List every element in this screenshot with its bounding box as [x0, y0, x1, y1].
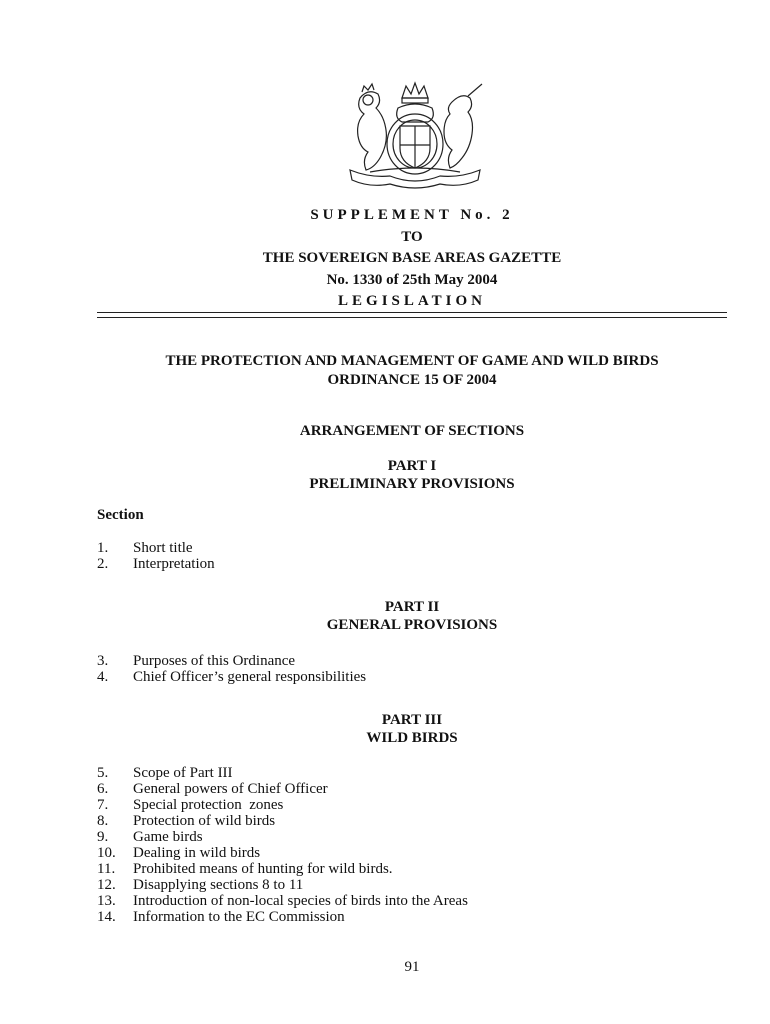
section-number: 2.: [97, 556, 109, 572]
supplement-heading: SUPPLEMENT No. 2: [310, 207, 514, 223]
ordinance-title-line1: THE PROTECTION AND MANAGEMENT OF GAME AND WILD BIRDS: [165, 353, 659, 369]
list-item: [97, 877, 468, 893]
to-heading: TO: [401, 228, 423, 245]
section-number: 9.: [97, 829, 109, 845]
list-item: [97, 861, 468, 877]
section-number: 6.: [97, 781, 109, 797]
section-column-label: Section: [97, 507, 144, 523]
section-number: 13.: [97, 893, 116, 909]
gazette-issue: No. 1330 of 25th May 2004: [326, 271, 498, 288]
gazette-title: THE SOVEREIGN BASE AREAS GAZETTE: [262, 250, 562, 266]
list-item: [97, 781, 468, 797]
section-number: 11.: [97, 861, 116, 877]
section-number: 5.: [97, 765, 109, 781]
royal-coat-of-arms-icon: [340, 78, 490, 192]
part-number: PART II: [384, 599, 440, 615]
section-title: Short title: [133, 540, 193, 556]
section-title: Introduction of non-local species of birds into the Areas: [133, 893, 468, 909]
section-number: 12.: [97, 877, 116, 893]
section-number: 3.: [97, 653, 109, 669]
ordinance-title: [97, 352, 727, 390]
section-title: Dealing in wild birds: [133, 845, 261, 861]
list-item: [97, 813, 468, 829]
section-number: 1.: [97, 540, 109, 556]
section-title: Interpretation: [133, 556, 215, 572]
header-divider-top: [97, 312, 727, 313]
section-title: Scope of Part III: [133, 765, 233, 781]
section-number: 14.: [97, 909, 116, 925]
list-item: [97, 909, 468, 925]
section-number: 4.: [97, 669, 109, 685]
section-number: 10.: [97, 845, 116, 861]
section-title: Prohibited means of hunting for wild birds.: [133, 861, 393, 877]
section-title: Disapplying sections 8 to 11: [133, 877, 304, 893]
part-number: PART I: [387, 458, 437, 474]
list-item: [97, 765, 468, 781]
ordinance-title-line2: ORDINANCE 15 OF 2004: [327, 372, 497, 388]
section-title: Chief Officer’s general responsibilities: [133, 669, 367, 685]
part-title: GENERAL PROVISIONS: [326, 617, 498, 633]
toc-part1-list: [97, 540, 215, 572]
list-item: [97, 540, 215, 556]
toc-part2-list: [97, 653, 366, 685]
list-item: [97, 845, 468, 861]
part-heading: [97, 598, 727, 634]
list-item: [97, 653, 366, 669]
section-title: Information to the EC Commission: [133, 909, 345, 925]
section-title: Purposes of this Ordinance: [133, 653, 296, 669]
legislation-heading: LEGISLATION: [338, 293, 486, 309]
arrangement-heading: ARRANGEMENT OF SECTIONS: [299, 423, 525, 439]
part-heading: [97, 711, 727, 747]
page-number: 91: [404, 959, 420, 975]
toc-part3-list: [97, 765, 468, 925]
section-title: Protection of wild birds: [133, 813, 276, 829]
part-number: PART III: [381, 712, 443, 728]
gazette-header: [97, 205, 727, 313]
part-title: PRELIMINARY PROVISIONS: [309, 476, 515, 492]
list-item: [97, 556, 215, 572]
section-title: Special protection zones: [133, 797, 284, 813]
part-title: WILD BIRDS: [366, 730, 458, 746]
section-title: Game birds: [133, 829, 203, 845]
list-item: [97, 797, 468, 813]
list-item: [97, 669, 366, 685]
list-item: [97, 829, 468, 845]
list-item: [97, 893, 468, 909]
header-divider-bottom: [97, 317, 727, 318]
section-title: General powers of Chief Officer: [133, 781, 328, 797]
section-number: 8.: [97, 813, 109, 829]
section-number: 7.: [97, 797, 109, 813]
part-heading: [97, 457, 727, 493]
